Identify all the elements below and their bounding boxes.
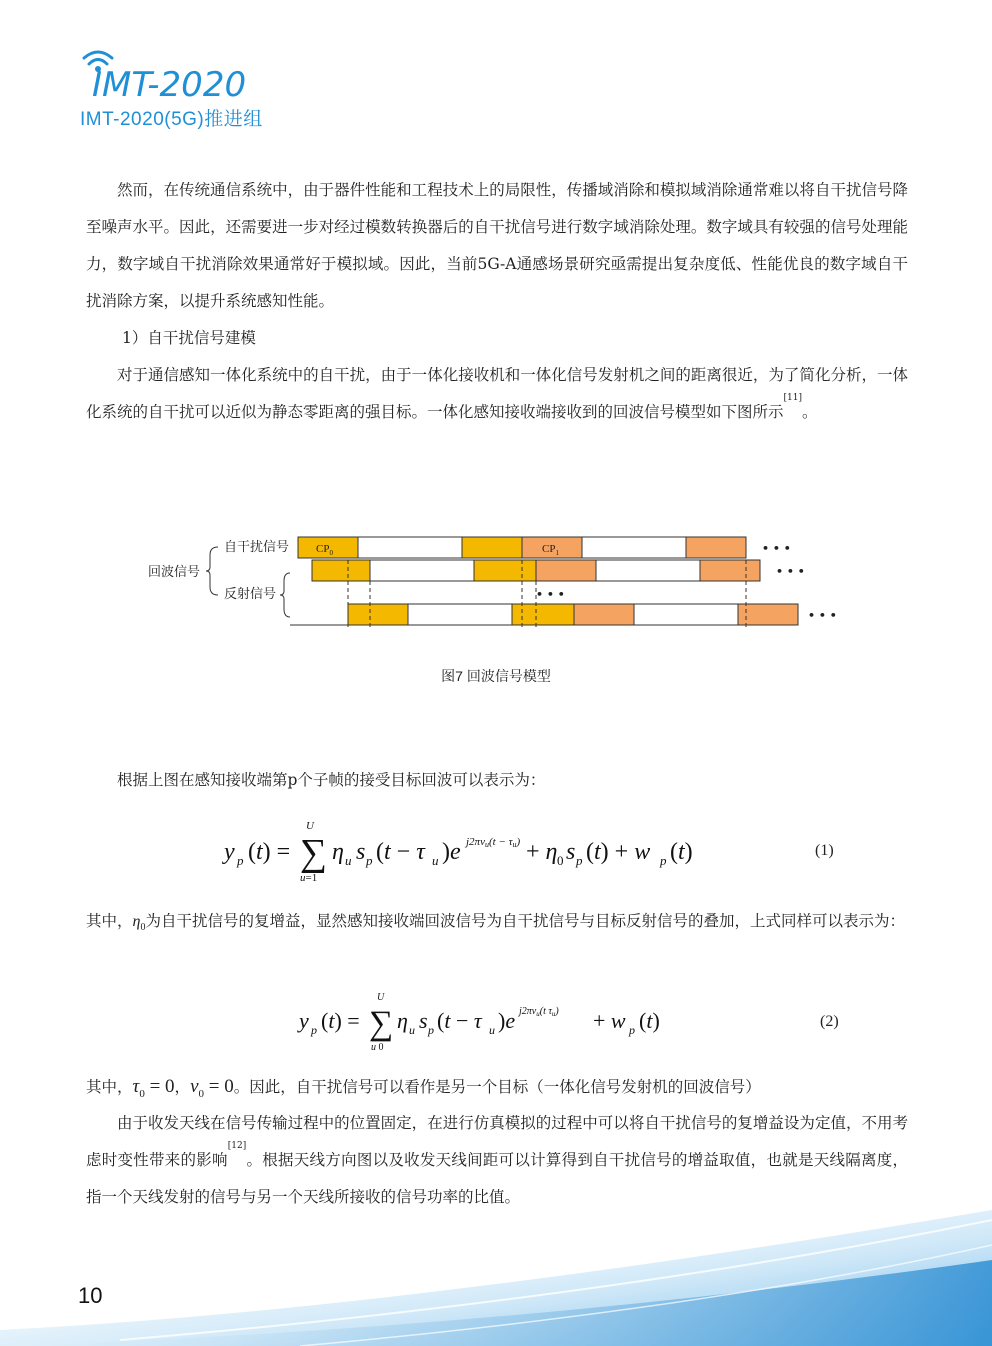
- row3-symbol1: [634, 604, 738, 625]
- svg-text:u: u: [345, 853, 352, 868]
- svg-text:p: p: [576, 853, 583, 868]
- row3-data1-tail: [738, 604, 798, 625]
- logo-text: IMT-2020: [92, 65, 247, 105]
- paragraph-3: 根据上图在感知接收端第p个子帧的接受目标回波可以表示为：: [117, 771, 546, 789]
- brace-echo: [206, 547, 218, 595]
- svg-text:y: y: [299, 1008, 309, 1033]
- svg-text:(t) + w: (t) + w: [586, 839, 651, 865]
- svg-text:(t − τ: (t − τ: [437, 1008, 482, 1033]
- section-heading: 1）自干扰信号建模: [122, 329, 256, 347]
- svg-text:(t) =: (t) =: [321, 1008, 360, 1033]
- equation-2: [295, 988, 695, 1054]
- row1-symbol1: [582, 537, 686, 558]
- label-cp0: $CP_0$: [316, 543, 333, 557]
- row1-data1-tail: [686, 537, 746, 558]
- paragraph-5-text: 。因此，自干扰信号可以看作是另一个目标（一体化信号发射机的回波信号）: [233, 1078, 761, 1096]
- svg-text:j2πvu(t − τu): j2πvu(t − τu): [466, 836, 521, 849]
- row1-continuation: • • •: [762, 542, 791, 555]
- row2-cp0: [312, 560, 370, 581]
- svg-text:s: s: [566, 839, 576, 865]
- svg-text:s: s: [356, 839, 366, 865]
- paragraph-4-start: 其中，: [86, 912, 133, 930]
- paragraph-5-start: 其中，: [86, 1078, 133, 1096]
- svg-text:u=1: u=1: [300, 872, 318, 884]
- svg-text:p: p: [629, 1023, 635, 1037]
- paragraph-4-text: 为自干扰信号的复增益，显然感知接收端回波信号为自干扰信号与目标反射信号的叠加，上式同样可以表示为：: [145, 912, 905, 930]
- tau0-equals-zero: $\tau_0 = 0$: [132, 1076, 175, 1100]
- middle-continuation: • • •: [536, 588, 565, 601]
- row2-symbol1: [596, 560, 700, 581]
- equation-2-number: (2): [820, 1013, 839, 1030]
- svg-text:p: p: [660, 853, 667, 868]
- label-self-interference: 自干扰信号: [224, 539, 290, 554]
- svg-text:U: U: [306, 820, 314, 832]
- paragraph-1: 然而，在传统通信系统中，由于器件性能和工程技术上的局限性，传播域消除和模拟域消除通常难以将自干扰信号降至噪声水平。因此，还需要进一步对经过模数转换器后的自干扰信号进行数字域消除处理。数字域具有较强的信号处理能力，数字域自干扰消除效果通常好于模拟域。因此，当前5G-A通感场景研究亟需提出复杂度低、性能优良的数字域自干扰消除方案，以提升系统感知性能。: [86, 181, 908, 310]
- row3-symbol0: [408, 604, 512, 625]
- svg-text:p: p: [237, 853, 244, 868]
- equation-1-number: (1): [815, 842, 834, 859]
- svg-text:+ w: + w: [593, 1008, 626, 1033]
- svg-text:s: s: [419, 1008, 428, 1033]
- citation-12: [12]: [227, 1141, 247, 1151]
- svg-text:(t): (t): [670, 839, 693, 865]
- svg-text:p: p: [428, 1023, 434, 1037]
- svg-text:y: y: [224, 839, 235, 865]
- paragraph-4: [86, 903, 908, 946]
- eta0-symbol: $\eta_0$: [132, 913, 146, 934]
- v0-equals-zero: $v_0 = 0$: [190, 1076, 234, 1100]
- svg-text:)e: )e: [498, 1008, 516, 1033]
- label-reflected-signal: 反射信号: [224, 586, 277, 601]
- row1-symbol0: [358, 537, 462, 558]
- svg-text:(t − τ: (t − τ: [376, 839, 425, 865]
- svg-text:(t): (t): [639, 1008, 660, 1033]
- row3-continuation: • • •: [808, 609, 837, 622]
- brace-reflect: [280, 573, 290, 617]
- svg-text:+ η: + η: [526, 839, 558, 865]
- svg-text:p: p: [311, 1023, 317, 1037]
- svg-text:u: u: [432, 853, 439, 868]
- footer-wave-decoration: [0, 1190, 992, 1346]
- row2-continuation: • • •: [776, 565, 805, 578]
- row3-cp1: [574, 604, 634, 625]
- svg-text:∑: ∑: [369, 1005, 394, 1042]
- row2-data0-tail: [474, 560, 536, 581]
- row2-cp1: [536, 560, 596, 581]
- svg-text:)e: )e: [442, 839, 461, 865]
- figure-caption: 图7 回波信号模型: [441, 668, 551, 684]
- svg-text:u: u: [409, 1023, 415, 1037]
- row2-symbol0: [370, 560, 474, 581]
- paragraph-2-end: 。: [802, 403, 818, 421]
- svg-text:u: u: [489, 1023, 495, 1037]
- svg-text:U: U: [377, 992, 385, 1003]
- svg-text:u 0: u 0: [371, 1042, 384, 1053]
- label-echo-signal: 回波信号: [148, 564, 201, 579]
- svg-text:η: η: [397, 1008, 408, 1033]
- citation-11: [11]: [783, 393, 802, 403]
- echo-signal-diagram: [140, 525, 860, 635]
- label-cp1: $CP_1$: [542, 543, 559, 557]
- svg-text:j2πvu(t τu): $j2\pi v_u(t$ $\tau_u$): [519, 1006, 559, 1018]
- svg-text:(t) =: (t) =: [248, 839, 291, 865]
- header-subtitle: IMT-2020(5G)推进组: [80, 109, 263, 130]
- paragraph-2: [86, 357, 908, 431]
- row3-data0-tail: [512, 604, 574, 625]
- row1-data0-tail: [462, 537, 522, 558]
- paragraph-6-rest: 。根据天线方向图以及收发天线间距可以计算得到自干扰信号的增益取值，也就是天线隔离度，指一个天线发射的信号与另一个天线所接收的信号功率的比值。: [86, 1151, 908, 1206]
- paragraph-5-sep: ，: [174, 1078, 191, 1096]
- row3-cp0: [348, 604, 408, 625]
- paragraph-2-text: 对于通信感知一体化系统中的自干扰，由于一体化接收机和一体化信号发射机之间的距离很近，为了简化分析，一体化系统的自干扰可以近似为静态零距离的强目标。一体化感知接收端接收到的回波信号模型如下图所示: [86, 366, 908, 421]
- row2-data1-tail: [700, 560, 760, 581]
- svg-text:η: η: [332, 839, 344, 865]
- paragraph-6-text: 由于收发天线在信号传输过程中的位置固定，在进行仿真模拟的过程中可以将自干扰信号的复增益设为定值，不用考虑时变性带来的影响: [86, 1114, 908, 1169]
- svg-text:0: 0: [557, 853, 564, 868]
- svg-text:p: p: [366, 853, 373, 868]
- svg-text:∑: ∑: [300, 832, 328, 874]
- equation-1: [220, 815, 700, 885]
- page-number: 10: [78, 1283, 103, 1308]
